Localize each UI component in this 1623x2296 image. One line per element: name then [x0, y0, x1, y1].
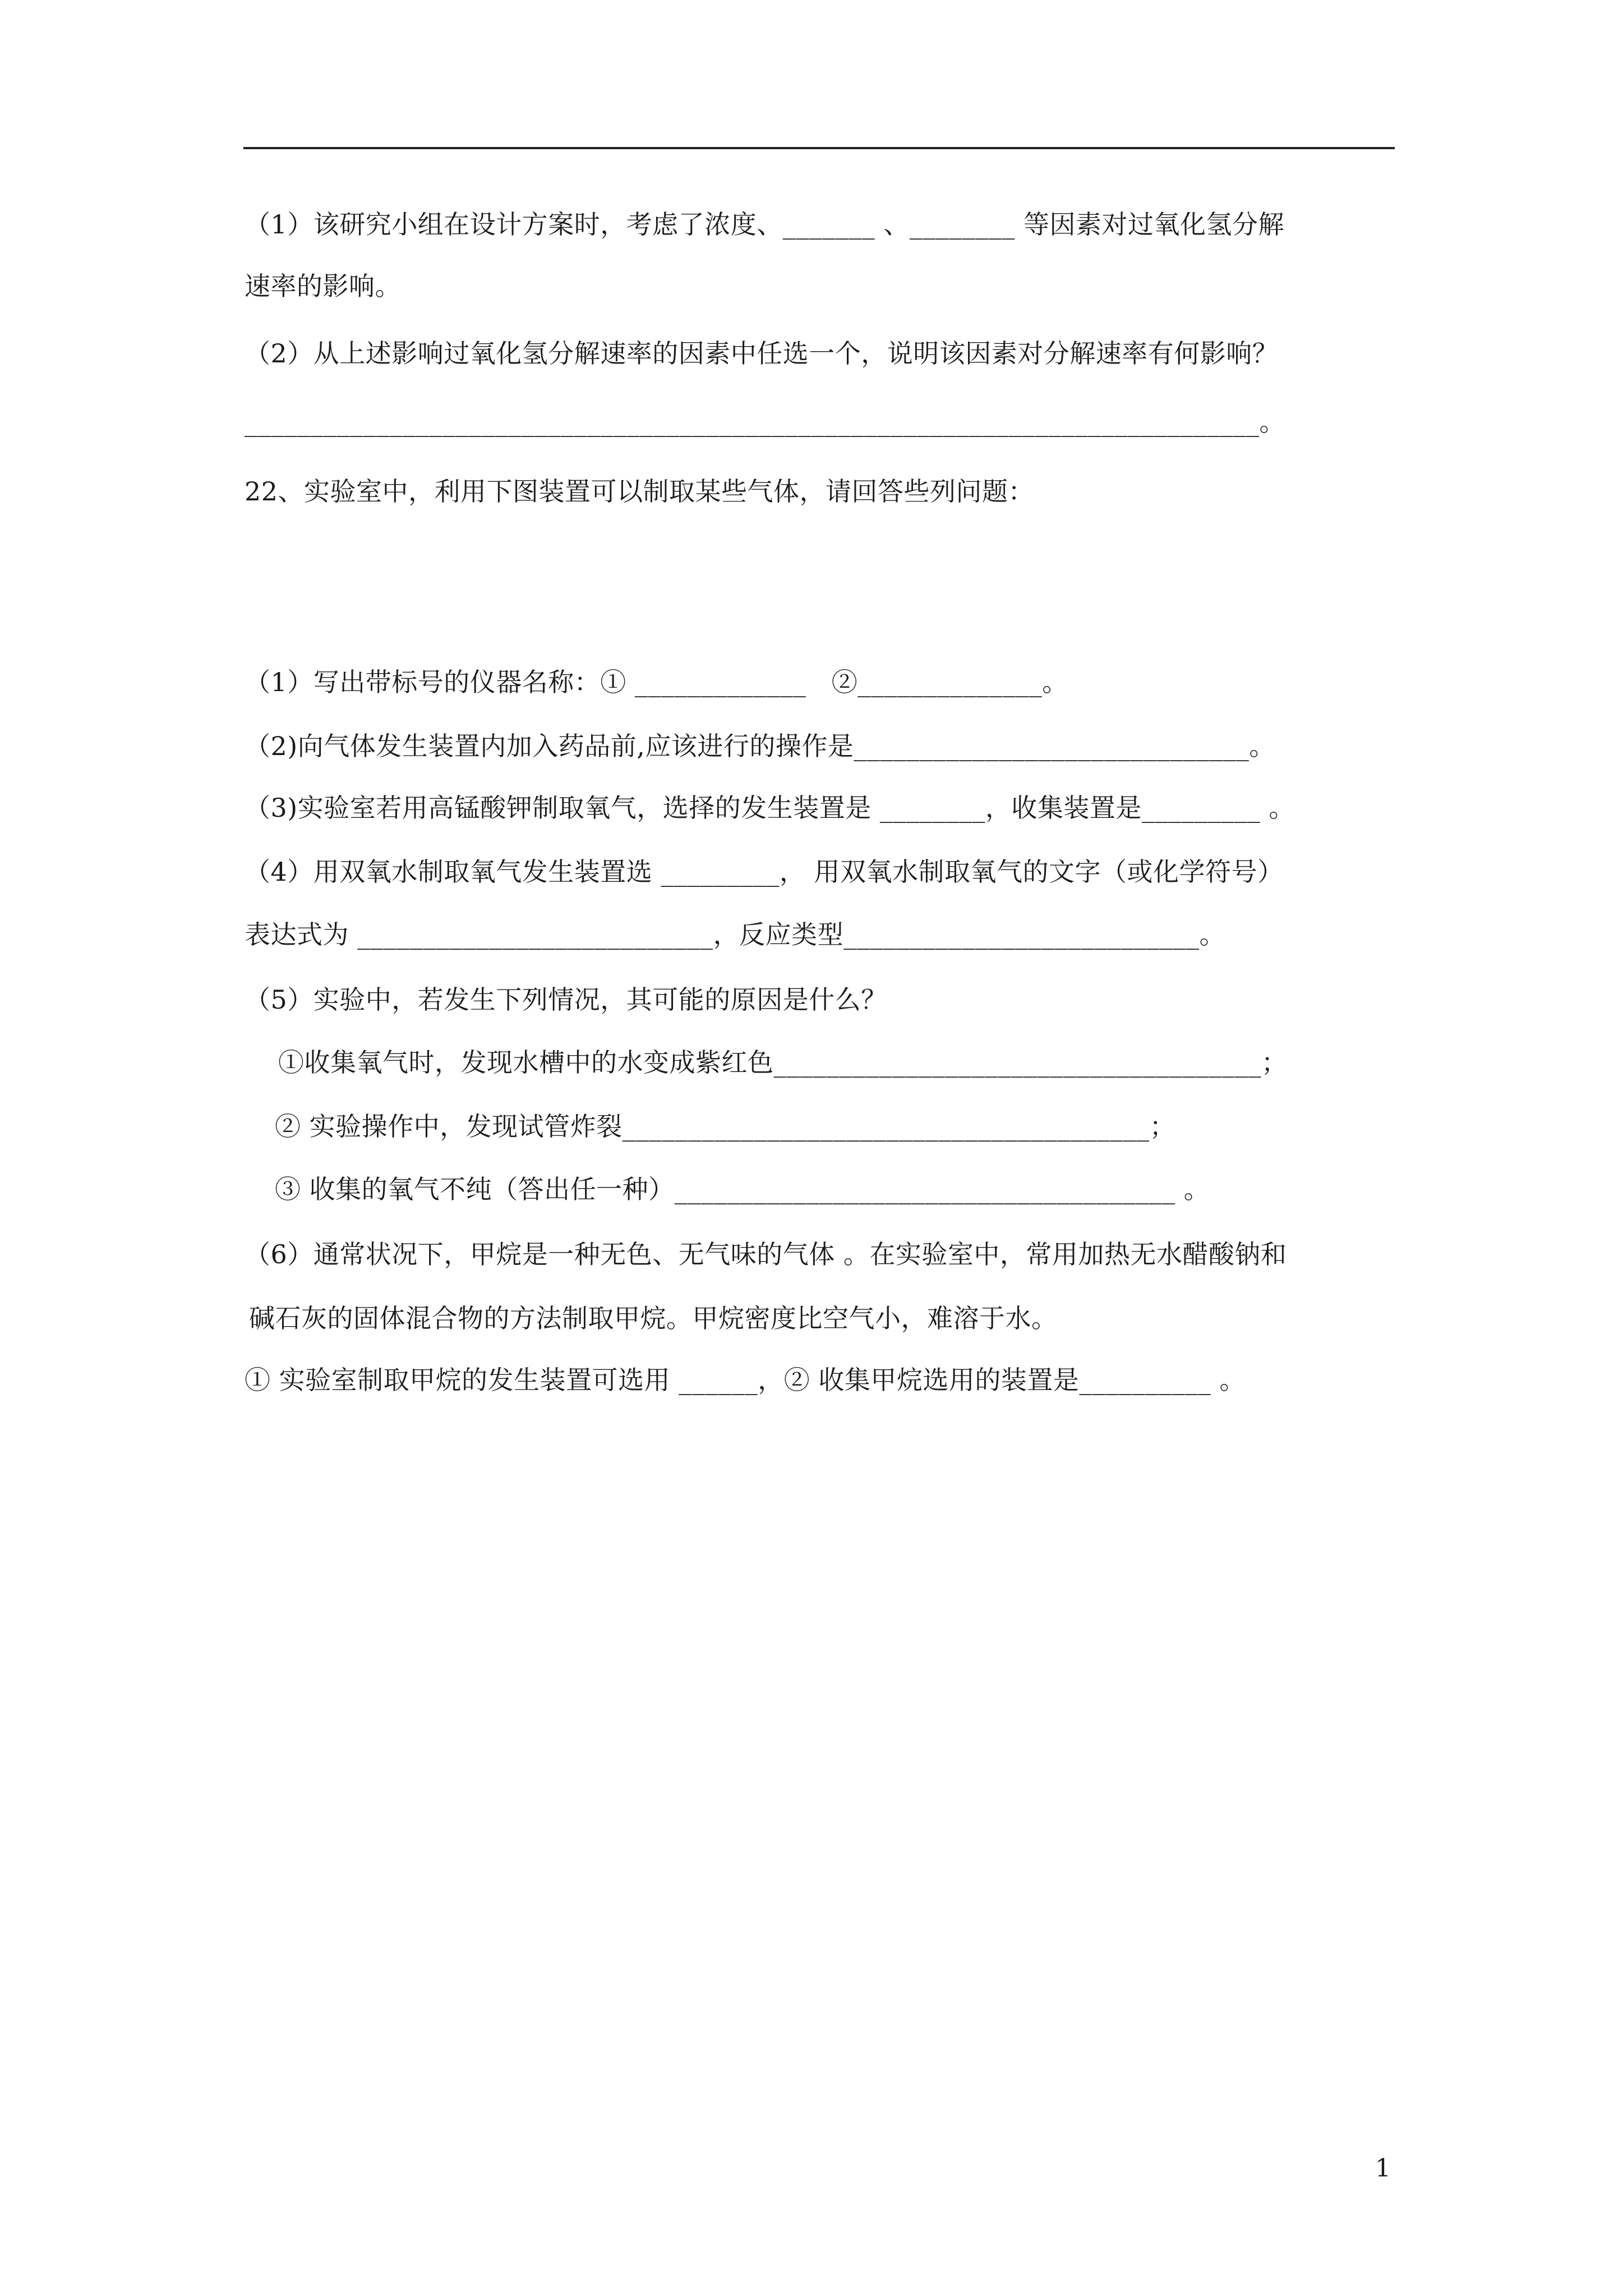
page-number: 1	[1375, 2154, 1391, 2183]
q22-part-6-line-2: 碱石灰的固体混合物的方法制取甲烷。甲烷密度比空气小，难溶于水。	[249, 1303, 1058, 1333]
q1-line-2: 速率的影响。	[245, 271, 401, 301]
q2-line-1: （2）从上述影响过氧化氢分解速率的因素中任选一个，说明该因素对分解速率有何影响？	[245, 338, 1279, 369]
q22-part-4-line-1: （4）用双氧水制取氧气发生装置选 _________， 用双氧水制取氧气的文字（或化学符号）	[245, 857, 1284, 887]
q22-part-3: （3)实验室若用高锰酸钾制取氧气，选择的发生装置是 ________，收集装置是_________ 。	[245, 793, 1295, 823]
q22-part-5: （5）实验中，若发生下列情况，其可能的原因是什么？	[245, 984, 887, 1015]
q1-line-1: （1）该研究小组在设计方案时，考虑了浓度、_______ 、________ 等因素对过氧化氢分解	[245, 209, 1285, 240]
q22-part-4-line-2: 表达式为 ___________________________，反应类型___________________________。	[245, 919, 1226, 950]
q22-part-2: （2)向气体发生装置内加入药品前,应该进行的操作是______________________________。	[245, 731, 1275, 761]
q22-part-1: （1）写出带标号的仪器名称：① _____________ ②______________。	[245, 667, 1068, 697]
q22-part-6-line-3: ① 实验室制取甲烷的发生装置可选用 ______，② 收集甲烷选用的装置是__________ 。	[245, 1365, 1246, 1395]
q22-part-5-item-3: ③ 收集的氧气不纯（答出任一种）______________________________________ 。	[275, 1174, 1210, 1204]
q2-answer-line: _____________________________________________________________________________。	[245, 407, 1285, 437]
question-22-title: 22、实验室中，利用下图装置可以制取某些气体，请回答些列问题：	[245, 476, 1035, 507]
header-rule	[243, 147, 1395, 149]
q22-part-5-item-1: ①收集氧气时，发现水槽中的水变成紫红色_____________________________________；	[278, 1047, 1288, 1078]
q22-part-5-item-2: ② 实验操作中，发现试管炸裂________________________________________；	[275, 1111, 1176, 1142]
q22-part-6-line-1: （6）通常状况下，甲烷是一种无色、无气味的气体 。在实验室中，常用加热无水醋酸钠和	[245, 1239, 1287, 1269]
